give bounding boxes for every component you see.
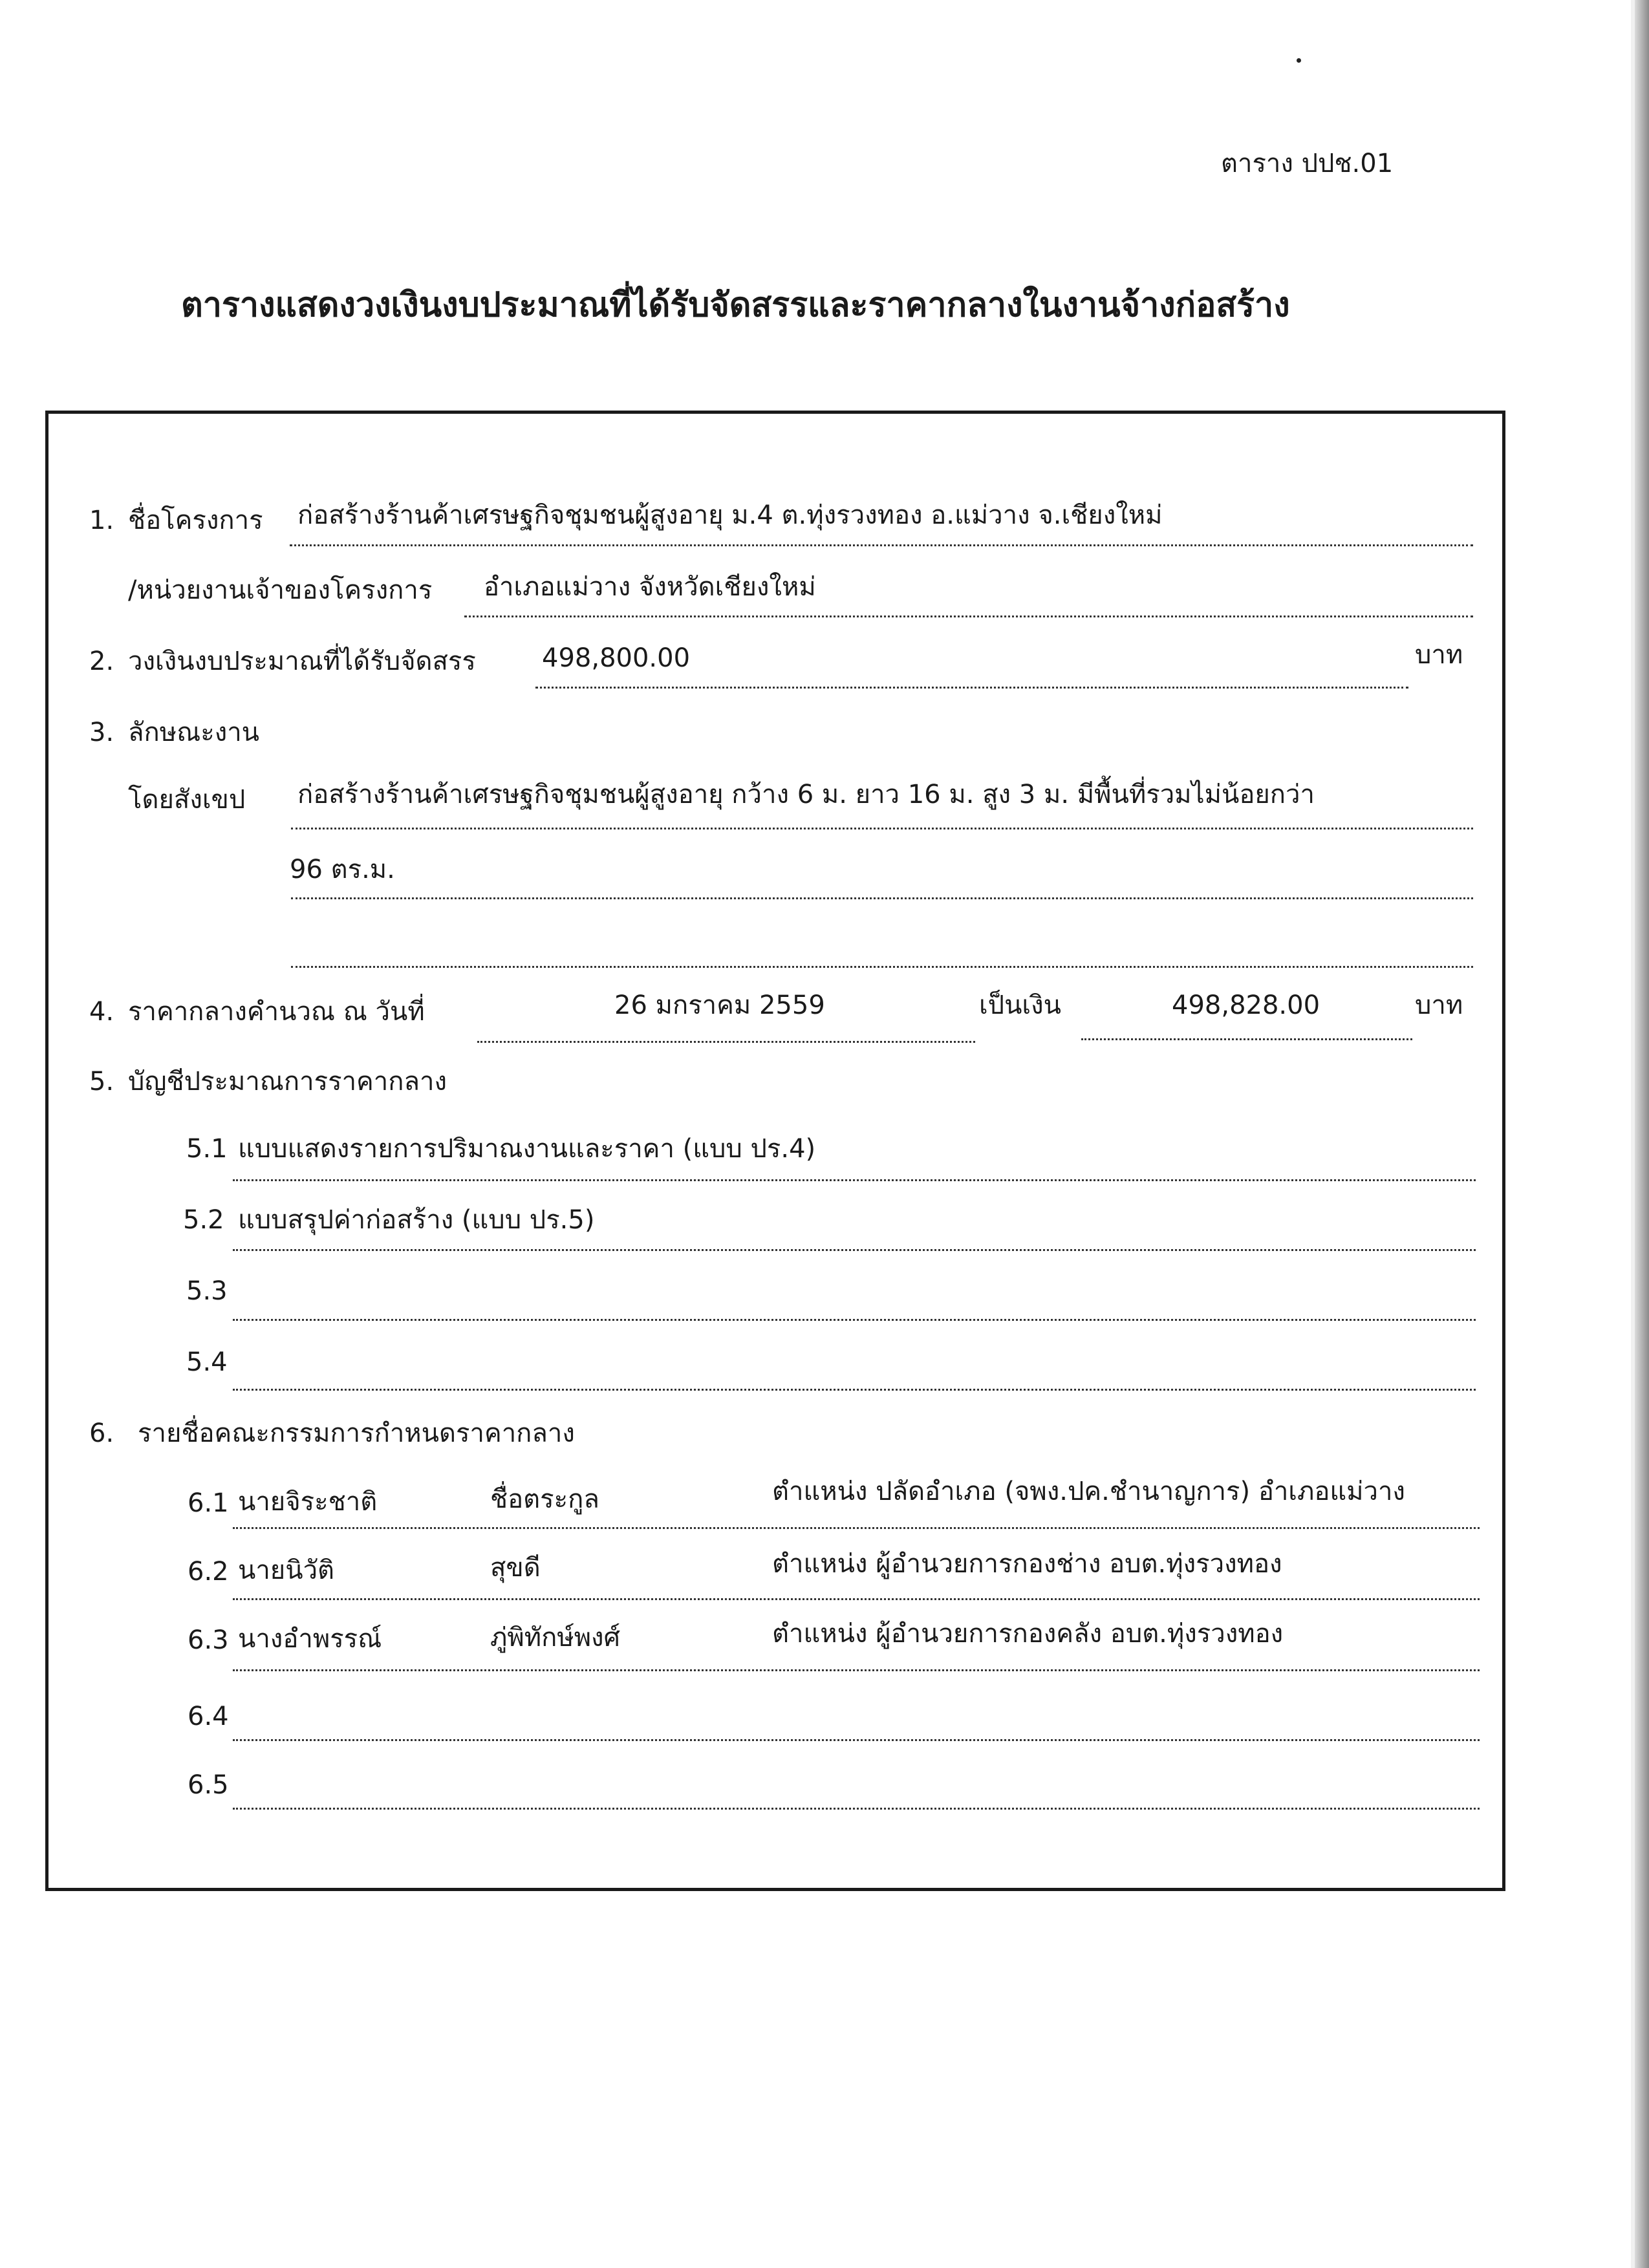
committee-member-last-name: ชื่อตระกูล xyxy=(490,1484,599,1514)
section-1-number: 1. xyxy=(89,506,114,535)
committee-member-last-name: ภู่พิทักษ์พงศ์ xyxy=(490,1623,620,1653)
committee-member-line xyxy=(233,1739,1480,1741)
committee-member-first-name: นายจิระชาติ xyxy=(238,1487,378,1517)
project-name-line xyxy=(290,544,1473,546)
estimate-item-text: แบบสรุปค่าก่อสร้าง (แบบ ปร.5) xyxy=(238,1205,595,1235)
cost-estimate-label: บัญชีประมาณการราคากลาง xyxy=(128,1067,447,1097)
budget-line xyxy=(535,687,1408,689)
committee-member-number: 6.4 xyxy=(188,1702,229,1731)
median-price-date-line xyxy=(477,1041,975,1043)
committee-member-line xyxy=(233,1527,1480,1529)
committee-member-line xyxy=(233,1808,1480,1810)
scan-edge-shadow xyxy=(1635,0,1649,2268)
median-price-amount: 498,828.00 xyxy=(1172,990,1320,1020)
committee-member-number: 6.3 xyxy=(188,1625,229,1655)
project-owner-line xyxy=(464,615,1473,617)
committee-member-last-name: สุขดี xyxy=(490,1553,541,1583)
budget-value: 498,800.00 xyxy=(542,643,691,673)
section-5-number: 5. xyxy=(89,1067,114,1097)
budget-label: วงเงินงบประมาณที่ได้รับจัดสรร xyxy=(128,647,476,676)
project-name-value: ก่อสร้างร้านค้าเศรษฐกิจชุมชนผู้สูงอายุ ม.4 ต.ทุ่งรวงทอง อ.แม่วาง จ.เชียงใหม่ xyxy=(297,500,1163,530)
estimate-item-number: 5.3 xyxy=(186,1276,228,1306)
budget-unit: บาท xyxy=(1415,640,1463,670)
summary-line-3-rule xyxy=(291,966,1473,968)
estimate-item-number: 5.4 xyxy=(186,1347,228,1377)
estimate-item-number: 5.1 xyxy=(186,1134,228,1164)
section-6-number: 6. xyxy=(89,1418,114,1448)
document-title: ตารางแสดงวงเงินงบประมาณที่ได้รับจัดสรรและราคากลางในงานจ้างก่อสร้าง xyxy=(181,286,1290,325)
committee-member-line xyxy=(233,1598,1480,1600)
committee-member-number: 6.5 xyxy=(188,1770,229,1800)
estimate-item-line xyxy=(233,1389,1476,1391)
form-reference: ตาราง ปปช.01 xyxy=(1221,149,1394,178)
median-price-amount-line xyxy=(1081,1038,1412,1040)
committee-member-first-name: นางอำพรรณ์ xyxy=(238,1624,382,1654)
committee-member-first-name: นายนิวัติ xyxy=(238,1556,335,1585)
estimate-item-line xyxy=(233,1179,1476,1181)
work-type-label: ลักษณะงาน xyxy=(128,718,260,747)
median-price-unit: บาท xyxy=(1415,990,1463,1020)
estimate-item-text: แบบแสดงรายการปริมาณงานและราคา (แบบ ปร.4) xyxy=(238,1134,816,1164)
summary-line-2-rule xyxy=(291,897,1473,899)
median-price-date-label: ราคากลางคำนวณ ณ วันที่ xyxy=(128,997,425,1027)
scan-speck xyxy=(1297,58,1301,63)
committee-member-position: ตำแหน่ง ผู้อำนวยการกองช่าง อบต.ทุ่งรวงทอง xyxy=(772,1549,1282,1579)
committee-member-number: 6.2 xyxy=(188,1557,229,1587)
committee-member-position: ตำแหน่ง ปลัดอำเภอ (จพง.ปค.ชำนาญการ) อำเภอแม่วาง xyxy=(772,1477,1405,1506)
project-owner-label: /หน่วยงานเจ้าของโครงการ xyxy=(128,575,433,605)
section-3-number: 3. xyxy=(89,718,114,747)
section-4-number: 4. xyxy=(89,997,114,1027)
estimate-item-number: 5.2 xyxy=(183,1205,224,1235)
section-2-number: 2. xyxy=(89,647,114,676)
committee-label: รายชื่อคณะกรรมการกำหนดราคากลาง xyxy=(138,1418,575,1448)
median-price-amount-label: เป็นเงิน xyxy=(979,990,1061,1020)
committee-member-position: ตำแหน่ง ผู้อำนวยการกองคลัง อบต.ทุ่งรวงทอง xyxy=(772,1619,1284,1649)
summary-label: โดยสังเขป xyxy=(128,785,246,815)
summary-line-1-rule xyxy=(291,828,1473,829)
estimate-item-line xyxy=(233,1249,1476,1251)
project-owner-value: อำเภอแม่วาง จังหวัดเชียงใหม่ xyxy=(484,572,816,602)
summary-line-2: 96 ตร.ม. xyxy=(290,855,395,884)
median-price-date: 26 มกราคม 2559 xyxy=(614,990,825,1020)
committee-member-line xyxy=(233,1669,1480,1671)
project-name-label: ชื่อโครงการ xyxy=(128,506,263,535)
committee-member-number: 6.1 xyxy=(188,1488,229,1518)
summary-line-1: ก่อสร้างร้านค้าเศรษฐกิจชุมชนผู้สูงอายุ กว้าง 6 ม. ยาว 16 ม. สูง 3 ม. มีพื้นที่รวมไม่น้อยกว่า xyxy=(297,780,1315,809)
estimate-item-line xyxy=(233,1319,1476,1321)
